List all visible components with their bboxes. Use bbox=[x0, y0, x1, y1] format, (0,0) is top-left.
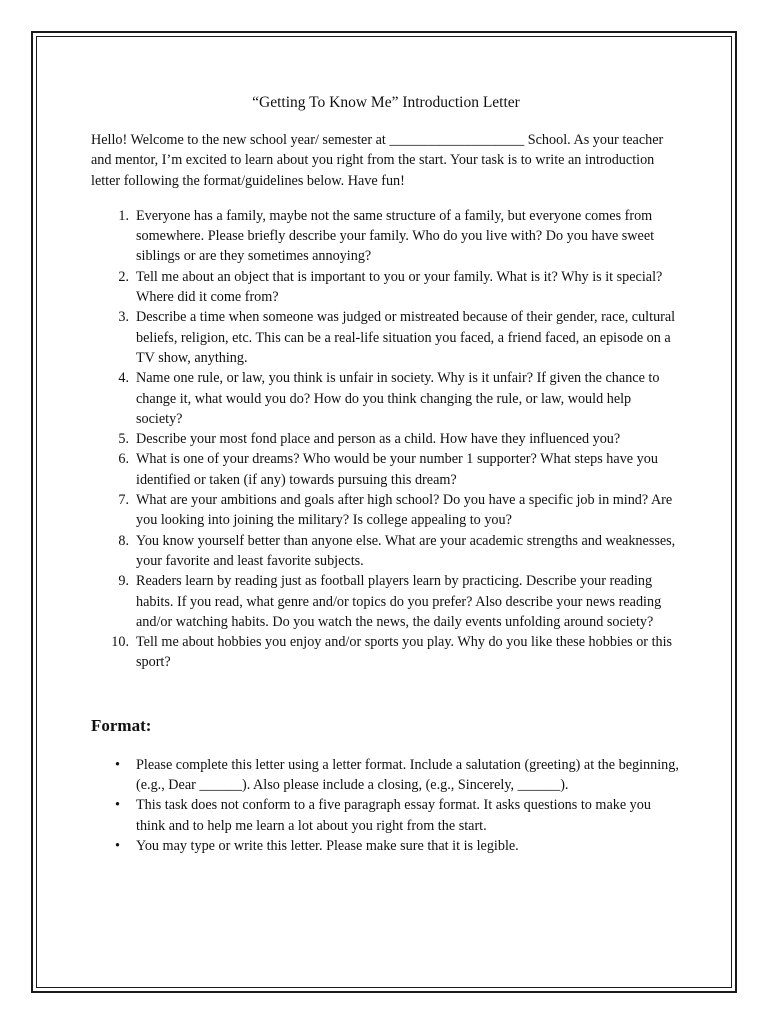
question-item bbox=[91, 531, 681, 572]
question-number: 8. bbox=[118, 532, 129, 549]
question-list bbox=[91, 206, 681, 673]
question-number: 4. bbox=[118, 370, 129, 387]
format-list bbox=[91, 755, 681, 856]
question-number: 3. bbox=[118, 309, 129, 326]
format-item-text: This task does not conform to a five paragraph essay format. It asks questions to make you think and to help me learn a lot about you right from the start. bbox=[136, 797, 651, 834]
bullet-icon: • bbox=[115, 797, 120, 814]
document-body bbox=[91, 92, 681, 856]
question-text: Readers learn by reading just as football players learn by practicing. Describe your reading habits. If you read, what genre and/or topics do you prefer? Also describe your news reading and/or watching habits. Do you watch the news, the daily events unfolding around society? bbox=[136, 573, 662, 630]
question-number: 10. bbox=[111, 634, 129, 651]
format-item bbox=[91, 755, 681, 796]
question-number: 9. bbox=[118, 573, 129, 590]
question-text: What are your ambitions and goals after high school? Do you have a specific job in mind? Are you looking into joining the military? Is college appealing to you? bbox=[136, 492, 673, 529]
format-item-text: You may type or write this letter. Please make sure that it is legible. bbox=[136, 837, 519, 854]
question-text: Name one rule, or law, you think is unfair in society. Why is it unfair? If given the chance to change it, what would you do? How do you think changing the rule, or law, would help society? bbox=[136, 370, 660, 427]
question-item bbox=[91, 449, 681, 490]
question-number: 5. bbox=[118, 431, 129, 448]
intro-paragraph: Hello! Welcome to the new school year/ semester at ___________________ School. As your teacher and mentor, I’m excited to learn about you right from the start. Your task is to write an introduction letter following the format/guidelines below. Have fun! bbox=[91, 132, 664, 189]
question-text: Describe your most fond place and person as a child. How have they influenced you? bbox=[136, 431, 621, 448]
bullet-icon: • bbox=[115, 756, 120, 773]
question-item bbox=[91, 632, 681, 673]
question-text: Everyone has a family, maybe not the same structure of a family, but everyone comes from somewhere. Please briefly describe your family. Who do you live with? Do you have sweet siblings or are they sometimes annoying? bbox=[136, 207, 655, 265]
question-text: Describe a time when someone was judged or mistreated because of their gender, race, cultural beliefs, religion, etc. This can be a real-life situation you faced, a friend faced, an episode on a TV show, anything. bbox=[136, 309, 676, 366]
question-number: 6. bbox=[118, 451, 129, 468]
question-text: Tell me about an object that is important to you or your family. What is it? Why is it special? Where did it come from? bbox=[136, 268, 663, 306]
question-text: You know yourself better than anyone else. What are your academic strengths and weaknesses, your favorite and least favorite subjects. bbox=[136, 532, 676, 569]
question-number: 7. bbox=[118, 492, 129, 509]
format-item bbox=[91, 836, 681, 856]
format-heading: Format: bbox=[91, 715, 152, 735]
question-number: 2. bbox=[118, 268, 129, 285]
question-item bbox=[91, 307, 681, 368]
question-item bbox=[91, 267, 681, 308]
format-item bbox=[91, 795, 681, 836]
question-item bbox=[91, 571, 681, 632]
document-title: “Getting To Know Me” Introduction Letter bbox=[252, 94, 520, 111]
question-item bbox=[91, 206, 681, 267]
question-item bbox=[91, 368, 681, 429]
question-item bbox=[91, 429, 681, 449]
bullet-icon: • bbox=[115, 837, 120, 854]
question-item bbox=[91, 490, 681, 531]
question-number: 1. bbox=[118, 207, 129, 224]
format-item-text: Please complete this letter using a letter format. Include a salutation (greeting) at the beginning, (e.g., Dear ______). Also please include a closing, (e.g., Sincerely, ______). bbox=[136, 756, 679, 794]
question-text: Tell me about hobbies you enjoy and/or sports you play. Why do you like these hobbies or this sport? bbox=[136, 634, 673, 671]
question-text: What is one of your dreams? Who would be your number 1 supporter? What steps have you identified or taken (if any) towards pursuing this dream? bbox=[136, 451, 658, 488]
